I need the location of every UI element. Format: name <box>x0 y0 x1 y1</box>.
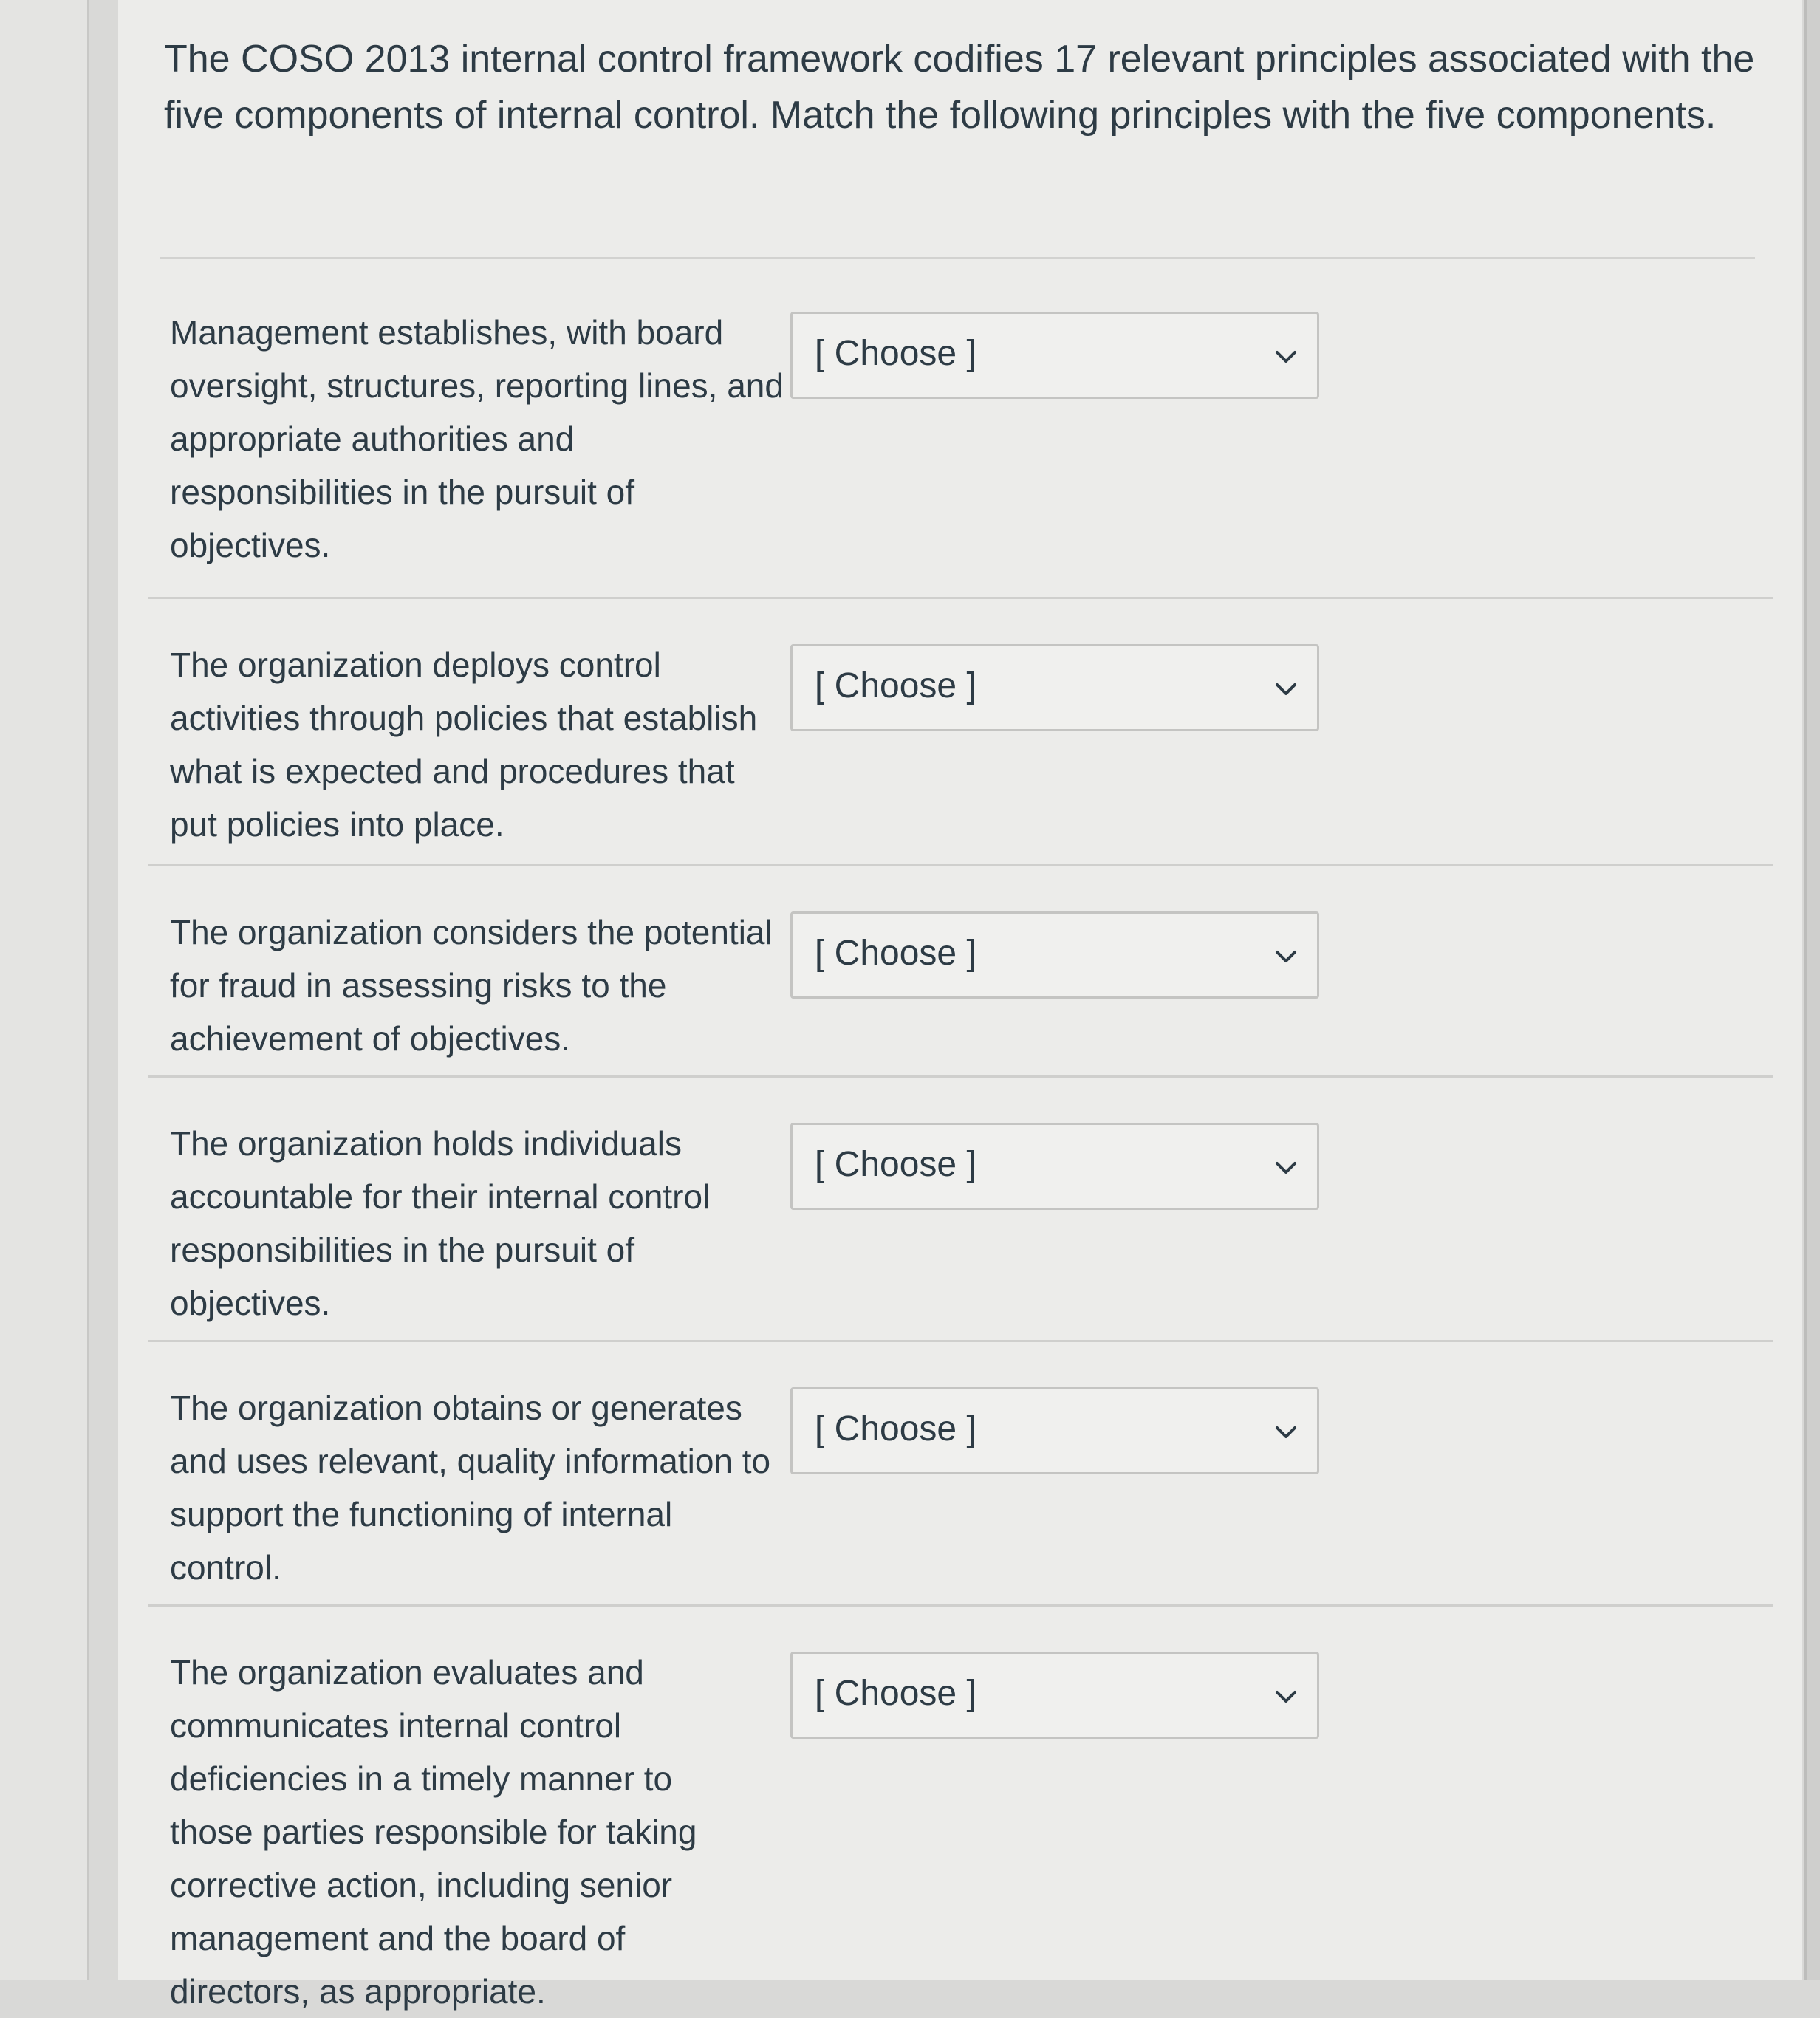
select-value: [ Choose ] <box>815 666 976 705</box>
answer-row <box>148 266 1773 599</box>
component-select[interactable] <box>790 911 1319 999</box>
principle-text: The organization considers the potential for fraud in assessing risks to the achievement of objectives. <box>170 913 773 1058</box>
principle-text: The organization evaluates and communicates internal control deficiencies in a timely manner to those parties responsible for taking corrective action, including senior management and the board of directors, as appropriate. <box>170 1653 697 2011</box>
principle-text: The organization holds individuals accountable for their internal control responsibilities in the pursuit of objectives. <box>170 1124 711 1322</box>
answer-row <box>148 866 1773 1078</box>
select-value: [ Choose ] <box>815 334 976 373</box>
chevron-down-icon <box>1270 1680 1302 1713</box>
left-gutter <box>0 0 89 1980</box>
question-card <box>118 0 1802 2011</box>
select-value: [ Choose ] <box>815 934 976 973</box>
select-value: [ Choose ] <box>815 1674 976 1713</box>
principle-text: Management establishes, with board oversight, structures, reporting lines, and appropriate authorities and responsibilities in the pursuit of objectives. <box>170 313 784 564</box>
select-value: [ Choose ] <box>815 1145 976 1184</box>
principle-text: The organization obtains or generates and uses relevant, quality information to support the functioning of internal control. <box>170 1389 771 1587</box>
component-select[interactable] <box>790 1123 1319 1210</box>
component-select[interactable] <box>790 1652 1319 1739</box>
answer-row <box>148 1606 1773 2011</box>
chevron-down-icon <box>1270 341 1302 373</box>
component-select[interactable] <box>790 644 1319 731</box>
chevron-down-icon <box>1270 940 1302 973</box>
chevron-down-icon <box>1270 1152 1302 1184</box>
scrollbar-track[interactable] <box>1804 0 1820 1980</box>
question-text: The COSO 2013 internal control framework codifies 17 relevant principles associated with the five components of internal control. Match the following principles with the five components. <box>164 38 1755 137</box>
component-select[interactable] <box>790 312 1319 399</box>
answer-row <box>148 1341 1773 1607</box>
answer-row <box>148 598 1773 866</box>
divider <box>160 257 1755 259</box>
select-value: [ Choose ] <box>815 1409 976 1448</box>
chevron-down-icon <box>1270 1416 1302 1448</box>
principle-text: The organization deploys control activities through policies that establish what is expected and procedures that put policies into place. <box>170 646 758 844</box>
chevron-down-icon <box>1270 673 1302 705</box>
answer-row <box>148 1077 1773 1342</box>
component-select[interactable] <box>790 1387 1319 1474</box>
answer-list <box>148 266 1773 2011</box>
